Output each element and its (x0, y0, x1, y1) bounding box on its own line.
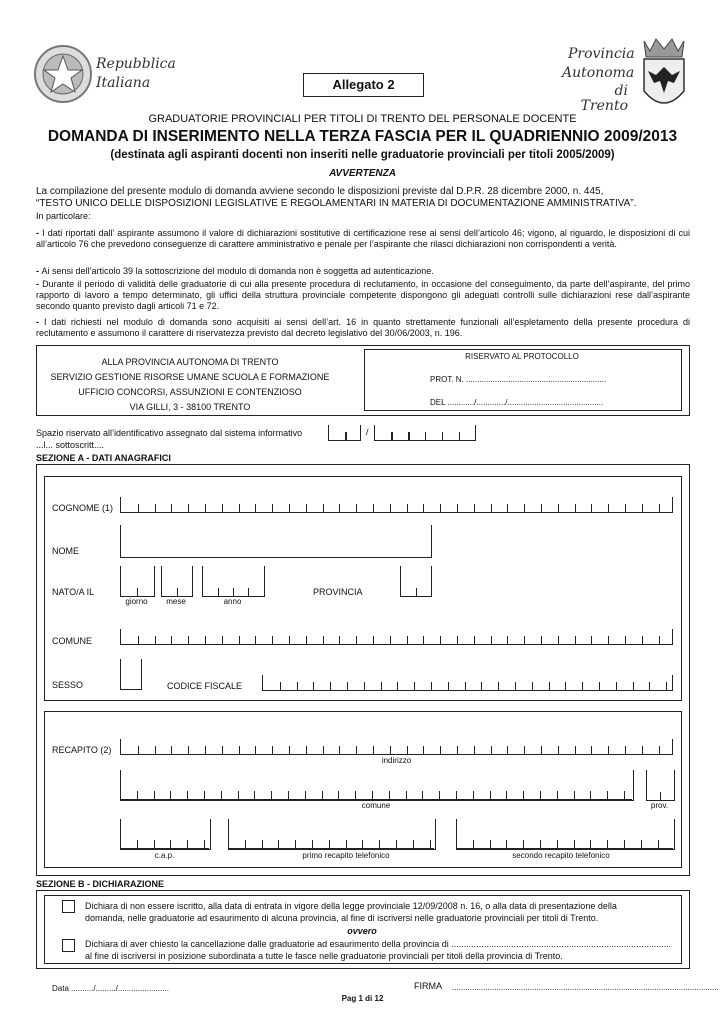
declaration-option-1-checkbox[interactable] (62, 900, 75, 913)
town-cells[interactable] (120, 784, 632, 800)
zip-caption: c.a.p. (154, 851, 175, 860)
republic-text-1: Repubblica (96, 56, 176, 72)
bullet-3: - Durante il periodo di validità delle graduatorie di cui alla presente procedura di reclutamento, in occasione del conseguimento, da parte dell’aspirante, del primo rapporto di lavoro a tempo determinato, gli uffici della struttura provinciale competente dispongono gli adeguati controlli sulle dichiarazioni rese dall’aspirante secondo quanto previsto dagli articoli 71 e 72. (36, 279, 690, 311)
sex-field[interactable] (120, 659, 142, 690)
province-field[interactable] (400, 566, 432, 597)
phone2-cells[interactable] (456, 833, 673, 849)
tax-code-label: CODICE FISCALE (167, 681, 243, 691)
zip-cells[interactable] (120, 833, 209, 849)
republic-emblem (33, 44, 93, 104)
name-label: NOME (52, 546, 79, 556)
protocol-date[interactable]: DEL ............/............./........................................... (430, 398, 604, 407)
intro-line-2: “TESTO UNICO DELLE DISPOSIZIONI LEGISLATIVE E REGOLAMENTARI IN MATERIA DI DOCUMENTAZIONE AMMINISTRATIVA”. (36, 198, 637, 209)
phone2-caption: secondo recapito telefonico (512, 851, 610, 860)
protocol-title: RISERVATO AL PROTOCOLLO (465, 352, 579, 361)
day-caption: giorno (125, 597, 148, 606)
birth-day-field[interactable] (120, 566, 155, 597)
name-field[interactable] (120, 525, 432, 558)
intro-paragraph (36, 186, 690, 222)
birth-year-field[interactable] (202, 566, 265, 597)
street-caption: indirizzo (381, 756, 412, 765)
warning-title: AVVERTENZA (329, 168, 396, 179)
municipality-cells[interactable] (120, 629, 673, 645)
page-number: Pag 1 di 12 (341, 994, 384, 1003)
phone1-cells[interactable] (228, 833, 434, 849)
signature-label: FIRMA (414, 981, 442, 991)
month-caption: mese (166, 597, 186, 606)
system-id-cells-2[interactable] (374, 425, 476, 441)
phone1-caption: primo recapito telefonico (302, 851, 390, 860)
intro-line-3: In particolare: (36, 211, 91, 221)
title-line-1: GRADUATORIE PROVINCIALI PER TITOLI DI TRENTO DEL PERSONALE DOCENTE (148, 113, 577, 125)
system-id-cells-1[interactable] (328, 425, 361, 441)
town-caption: comune (361, 801, 391, 810)
address-label: RECAPITO (2) (52, 745, 112, 755)
title-line-2: DOMANDA DI INSERIMENTO NELLA TERZA FASCIA PER IL QUADRIENNIO 2009/2013 (47, 128, 678, 145)
province-text-3: di Trento (580, 83, 628, 114)
province-crest-icon (638, 37, 690, 117)
bullet-2: - Ai sensi dell’articolo 39 la sottoscrizione del modulo di domanda non è soggetta ad autenticazione. (36, 266, 434, 276)
protocol-number[interactable]: PROT. N. ............................................................... (430, 375, 607, 384)
province-label: PROVINCIA (313, 587, 363, 597)
declaration-option-2-checkbox[interactable] (62, 939, 75, 952)
declaration-option-2: Dichiara di aver chiesto la cancellazione dalle graduatorie ad esaurimento della provincia di ........................................................................................ al fine di iscriversi in posizione subordinata a tutte le fasce nelle graduatorie provinciali per titoli della provincia di Trento. (85, 939, 672, 961)
republic-text-2: Italiana (96, 75, 151, 91)
surname-cells[interactable] (120, 497, 673, 513)
prov-field[interactable] (646, 770, 675, 801)
recipient-address: ALLA PROVINCIA AUTONOMA DI TRENTO SERVIZIO GESTIONE RISORSE UMANE SCUOLA E FORMAZIONE UFFICIO CONCORSI, ASSUNZIONI E CONTENZIOSO VIA GILLI, 3 - 38100 TRENTO (50, 357, 330, 412)
bullet-1: - I dati riportati dall’ aspirante assumono il valore di dichiarazioni sostitutive di certificazione rese ai sensi dell’articolo 46; vigono, al riguardo, le disposizioni di cui all’articolo 76 che prevedono conseguenze di carattere amministrativo e penale per l’aspirante che rilasci dichiarazioni non corrispondenti a verità. (36, 228, 690, 249)
system-id-label: Spazio riservato all’identificativo assegnato dal sistema informativo (36, 428, 303, 438)
surname-label: COGNOME (1) (52, 503, 114, 513)
date-field[interactable]: Data ........../........./....................... (52, 984, 169, 993)
signer-line: ...l... sottoscritt.... (36, 440, 105, 450)
province-text-2: Autonoma (562, 65, 635, 81)
section-a-title: SEZIONE A - DATI ANAGRAFICI (36, 453, 171, 463)
annex-badge: Allegato 2 (303, 73, 424, 97)
system-id-slash: / (366, 427, 369, 437)
municipality-label: COMUNE (52, 636, 92, 646)
province-dots[interactable]: ........................................................................................ (451, 939, 672, 949)
signature-field[interactable]: ........................................................................................................................ (452, 983, 719, 992)
section-b-title: SEZIONE B - DICHIARAZIONE (36, 879, 165, 889)
bullet-4: - I dati richiesti nel modulo di domanda sono acquisiti ai sensi dell’art. 16 in quanto strettamente funzionali all’espletamento della presente procedura di reclutamento e assumono il carattere di riservatezza previsto dal decreto legislativo del 30/06/2003, n. 196. (36, 317, 690, 338)
year-caption: anno (223, 597, 242, 606)
or-label: ovvero (347, 926, 377, 936)
birth-date-label: NATO/A IL (52, 587, 95, 597)
title-line-3: (destinata agli aspiranti docenti non inseriti nelle graduatorie provinciali per titoli 2005/2009) (110, 149, 615, 161)
street-cells[interactable] (120, 739, 673, 755)
prov-caption: prov. (650, 801, 669, 810)
tax-code-cells[interactable] (262, 675, 673, 691)
declaration-option-1: Dichiara di non essere iscritto, alla data di entrata in vigore della legge provinciale 12/09/2008 n. 16, o alla data di presentazione della domanda, nelle graduatorie ad esaurimento di alcuna provincia, al fine di iscriversi nelle graduatorie provinciali per titoli di Trento. (85, 901, 617, 923)
birth-month-field[interactable] (161, 566, 193, 597)
province-text-1: Provincia (568, 46, 635, 62)
sex-label: SESSO (52, 680, 84, 690)
intro-line-1: La compilazione del presente modulo di domanda avviene secondo le disposizioni previste dal D.P.R. 28 dicembre 2000, n. 445, (36, 186, 604, 197)
